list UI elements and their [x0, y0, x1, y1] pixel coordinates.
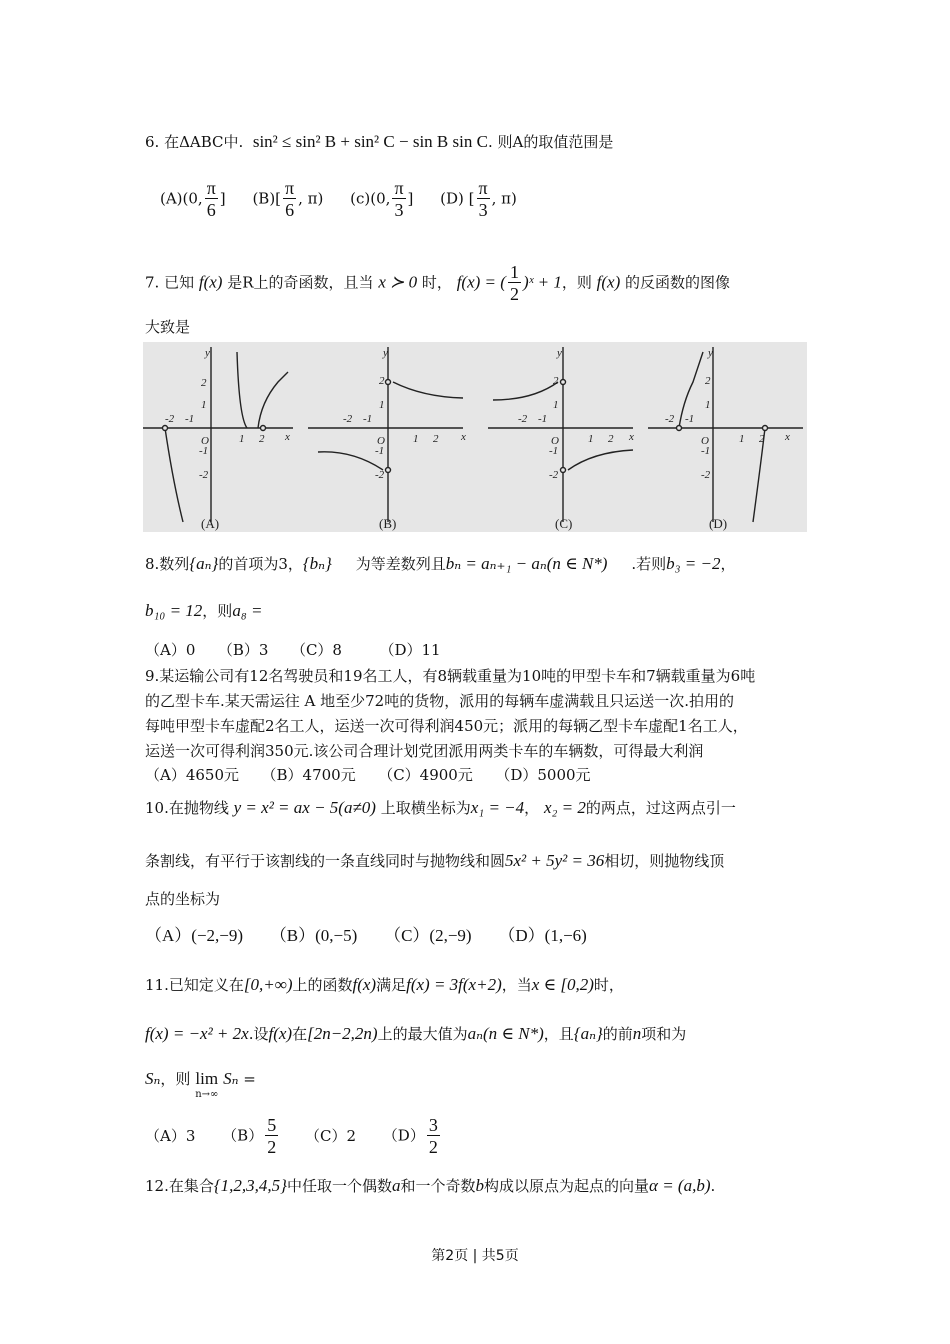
- svg-text:1: 1: [705, 399, 711, 411]
- svg-text:-2: -2: [199, 469, 209, 481]
- q6-option-c: (c)(0, $\frac{\pi}{3}$ ]: [350, 178, 414, 220]
- q10-stem: 10.在抛物线 y = x² = ax − 5(a≠0) 上取横坐标为x₁ = −4， x₂ = 2的两点，过这两点引一: [145, 798, 736, 817]
- svg-text:1: 1: [239, 433, 245, 445]
- graph-a: [143, 347, 293, 522]
- q10-stem-line2: 条割线，有平行于该割线的一条直线同时与抛物线和圆5x² + 5y² = 36相切，则抛物线顶: [145, 851, 725, 870]
- svg-text:1: 1: [413, 433, 419, 445]
- svg-text:y: y: [383, 347, 388, 359]
- q6-option-d: (D) [ $\frac{\pi}{3}$ , π): [440, 178, 517, 220]
- svg-text:-1: -1: [185, 413, 195, 425]
- svg-text:y: y: [205, 347, 210, 359]
- q12-stem: 12.在集合{1,2,3,4,5}中任取一个偶数a和一个奇数b构成以原点为起点的向量α = (a,b).: [145, 1176, 716, 1195]
- q6-option-b: (B)[ $\frac{\pi}{6}$ , π): [252, 178, 324, 220]
- svg-text:-2: -2: [549, 469, 559, 481]
- svg-text:2: 2: [379, 375, 385, 387]
- q8-stem: 8.数列{aₙ}的首项为3，{bₙ} 为等差数列且bₙ = aₙ₊₁ − aₙ(n ∈ N*) .若则b₃ = −2，: [145, 554, 736, 573]
- q9-line3: 每吨甲型卡车虚配2名工人，运送一次可得利润450元；派用的每辆乙型卡车虚配1名工人，: [145, 717, 748, 735]
- q11-stem: 11.已知定义在[0,+∞)上的函数f(x)满足f(x) = 3f(x+2)，当x ∈ [0,2)时，: [145, 975, 624, 994]
- svg-text:x: x: [285, 431, 290, 443]
- svg-text:O: O: [201, 435, 209, 447]
- svg-text:2: 2: [705, 375, 711, 387]
- svg-text:y: y: [708, 347, 713, 359]
- svg-text:(C): (C): [555, 516, 573, 531]
- svg-text:-2: -2: [518, 413, 528, 425]
- q10-options: （A）(−2,−9) （B）(0,−5) （C）(2,−9) （D）(1,−6): [145, 926, 587, 945]
- svg-text:-1: -1: [375, 445, 385, 457]
- page-footer: 第2页 | 共5页: [431, 1248, 519, 1264]
- svg-text:1: 1: [379, 399, 385, 411]
- svg-text:1: 1: [588, 433, 594, 445]
- svg-text:-2: -2: [665, 413, 675, 425]
- q10-stem-line3: 点的坐标为: [145, 890, 221, 908]
- q11-stem-line3: Sₙ，则 lim n→∞ Sₙ =: [145, 1069, 256, 1100]
- q9-line4: 运送一次可得利润350元.该公司合理计划党团派用两类卡车的车辆数，可得最大利润: [145, 742, 704, 760]
- q6-option-a: (A)(0, $\frac{\pi}{6}$ ]: [160, 178, 226, 220]
- graph-d: [648, 347, 803, 522]
- svg-text:1: 1: [553, 399, 559, 411]
- svg-text:x: x: [629, 431, 634, 443]
- q11-stem-line2: f(x) = −x² + 2x.设f(x)在[2n−2,2n)上的最大值为aₙ(n ∈ N*)，且{aₙ}的前n项和为: [145, 1024, 687, 1043]
- svg-text:-2: -2: [375, 469, 385, 481]
- svg-text:x: x: [461, 431, 466, 443]
- svg-text:2: 2: [759, 433, 765, 445]
- svg-text:2: 2: [608, 433, 614, 445]
- q8-stem-line2: b₁₀ = 12，则a₈ =: [145, 601, 263, 620]
- q9-line2: 的乙型卡车.某天需运往 A 地至少72吨的货物，派用的每辆车虚满载且只运送一次.拍用的: [145, 692, 734, 710]
- svg-text:2: 2: [259, 433, 265, 445]
- svg-text:-2: -2: [701, 469, 711, 481]
- svg-text:2: 2: [201, 377, 207, 389]
- q7-stem: 7. 已知 f(x) 是R上的奇函数，且当 x ≻ 0 时， f(x) = ( $\frac{1}{2}$ )ˣ + 1，则 f(x) 的反函数的图像: [145, 262, 731, 304]
- svg-text:(B): (B): [379, 516, 397, 531]
- svg-text:2: 2: [433, 433, 439, 445]
- svg-text:2: 2: [553, 375, 559, 387]
- svg-text:y: y: [557, 347, 562, 359]
- svg-text:1: 1: [739, 433, 745, 445]
- svg-text:-2: -2: [165, 413, 175, 425]
- q8-options: （A）0 （B）3 （C）8 （D）11: [145, 641, 441, 659]
- q6-stem: 6. 在ΔABC中. sin² ≤ sin² B + sin² C − sin B sin C. 则A的取值范围是: [145, 132, 614, 151]
- svg-text:-1: -1: [538, 413, 548, 425]
- svg-text:(A): (A): [201, 516, 220, 531]
- svg-text:-1: -1: [549, 445, 559, 457]
- q9-line1: 9.某运输公司有12名驾驶员和19名工人，有8辆载重量为10吨的甲型卡车和7辆载重量为6吨: [145, 667, 756, 685]
- svg-text:O: O: [701, 435, 709, 447]
- svg-text:x: x: [785, 431, 790, 443]
- svg-text:-1: -1: [701, 445, 711, 457]
- svg-text:-2: -2: [343, 413, 353, 425]
- svg-text:-1: -1: [685, 413, 695, 425]
- svg-text:-1: -1: [363, 413, 373, 425]
- q11-options: （A）3 （B） $\frac{5}{2}$ （C）2 （D） $\frac{3}{2}$: [145, 1115, 438, 1157]
- q9-options: （A）4650元 （B）4700元 （C）4900元 （D）5000元: [145, 766, 591, 784]
- q6-options: [160, 178, 539, 221]
- q7-graphs-figure: [143, 342, 807, 532]
- svg-text:(D): (D): [709, 516, 728, 531]
- svg-text:O: O: [377, 435, 385, 447]
- svg-text:1: 1: [201, 399, 207, 411]
- graph-b: [308, 347, 463, 522]
- q7-stem-line2: 大致是: [145, 318, 191, 336]
- svg-text:O: O: [551, 435, 559, 447]
- svg-text:-1: -1: [199, 445, 209, 457]
